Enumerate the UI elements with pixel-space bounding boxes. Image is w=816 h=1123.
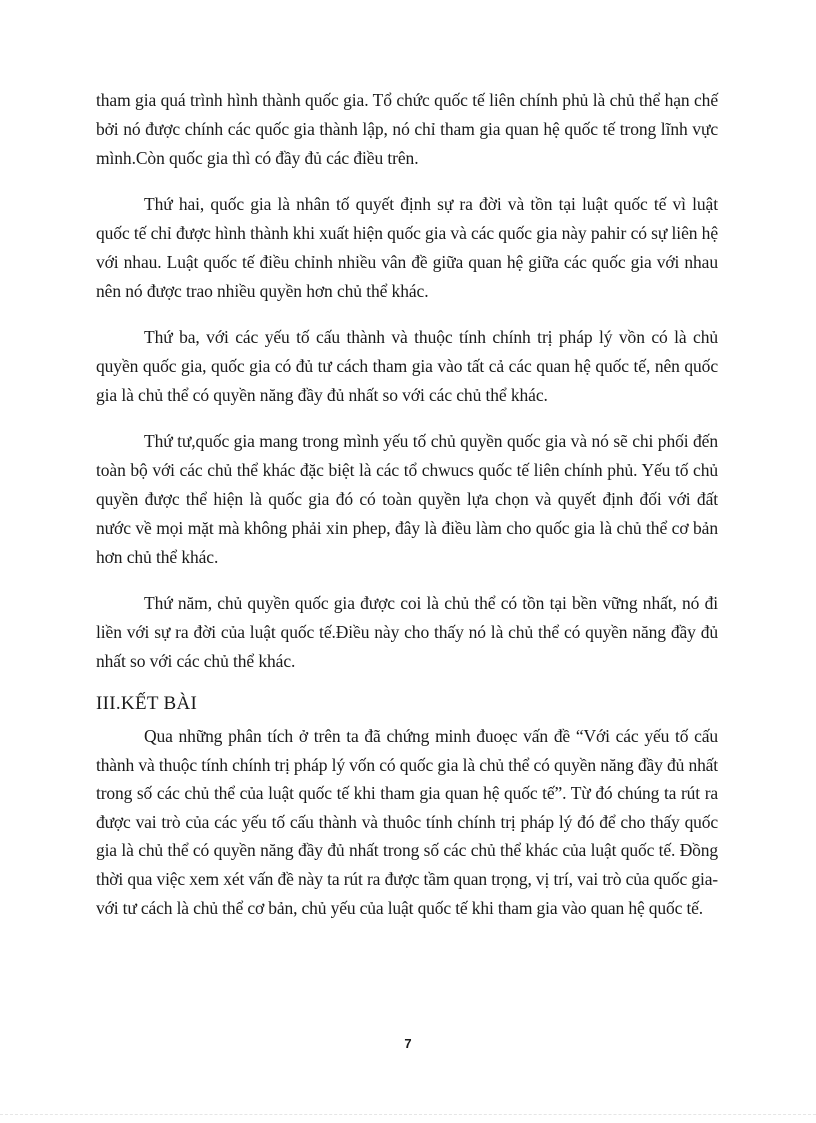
- paragraph-third-point: Thứ ba, với các yếu tố cấu thành và thuộc tính chính trị pháp lý vồn có là chủ quyền quốc gia, quốc gia có đủ tư cách tham gia vào tất cả các quan hệ quốc tế, nên quốc gia là chủ thể có quyền năng đầy đủ nhất so với các chủ thể khác.: [96, 327, 718, 405]
- conclusion-paragraph: Qua những phân tích ở trên ta đã chứng minh đuoẹc vấn đề “Với các yếu tố cấu thành và thuộc tính chính trị pháp lý vốn có quốc gia là chủ thể có quyền năng đầy đủ nhất trong số các chủ thể của luật quốc tế khi tham gia quan hệ quốc tế”. Từ đó chúng ta rút ra được vai trò của các yếu tố cấu thành và thuôc tính chính trị pháp lý đó để cho thấy quốc gia là chủ thể có quyền năng đầy đủ nhất trong số các chủ thể khác của luật quốc tế. Đồng thời qua việc xem xét vấn đề này ta rút ra được tầm quan trọng, vị trí, vai trò của quốc gia- với tư cách là chủ thể cơ bản, chủ yếu của luật quốc tế khi tham gia vào quan hệ quốc tế.: [96, 726, 718, 918]
- section-heading: III.KẾT BÀI: [96, 693, 198, 714]
- paragraph-fifth-point: Thứ năm, chủ quyền quốc gia được coi là chủ thể có tồn tại bền vững nhất, nó đi liền với sự ra đời của luật quốc tế.Điều này cho thấy nó là chủ thể có quyền năng đầy đủ nhất so với các chủ thể khác.: [96, 593, 718, 671]
- page-number: 7: [404, 1036, 412, 1051]
- paragraph-second-point: Thứ hai, quốc gia là nhân tố quyết định sự ra đời và tồn tại luật quốc tế vì luật quốc tế chỉ được hình thành khi xuất hiện quốc gia và các quốc gia này pahir có sự liên hệ với nhau. Luật quốc tế điều chỉnh nhiều vân đề giữa quan hệ giữa các quốc gia với nhau nên nó được trao nhiều quyền hơn chủ thể khác.: [96, 194, 718, 301]
- paragraph-continuation: tham gia quá trình hình thành quốc gia. Tổ chức quốc tế liên chính phủ là chủ thể hạn chế bởi nó được chính các quốc gia thành lập, nó chỉ tham gia quan hệ quốc tế trong lĩnh vực mình.Còn quốc gia thì có đầy đủ các điều trên.: [96, 90, 718, 168]
- page-body: [96, 86, 718, 922]
- bottom-divider: [0, 1114, 816, 1115]
- paragraph-fourth-point: Thứ tư,quốc gia mang trong mình yếu tố chủ quyền quốc gia và nó sẽ chi phối đến toàn bộ với các chủ thể khác đặc biệt là các tổ chwucs quốc tế liên chính phủ. Yếu tố chủ quyền được thể hiện là quốc gia đó có toàn quyền lựa chọn và quyết định đối với đất nước về mọi mặt mà không phải xin phep, đây là điều làm cho quốc gia là chủ thể cơ bản hơn chủ thể khác.: [96, 431, 718, 567]
